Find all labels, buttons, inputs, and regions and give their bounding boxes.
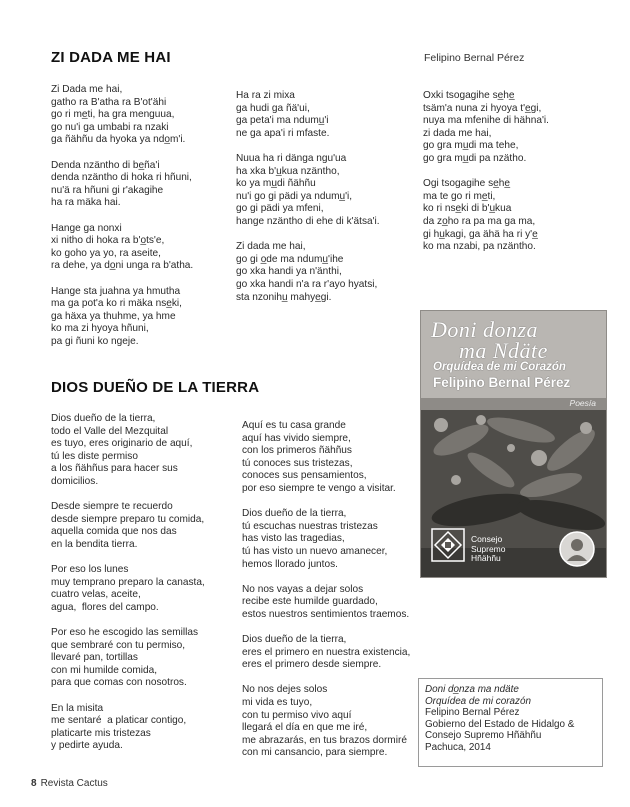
- stanza: [242, 420, 410, 496]
- poem-line: muy temprano preparo la canasta,: [51, 576, 205, 588]
- poem-line: ko ri nse̲ki di b'u̲kua: [423, 203, 512, 215]
- poem-line: Denda nzäntho di be̲ña'i: [51, 159, 160, 171]
- magazine-name: Revista Cactus: [40, 778, 108, 789]
- poem-line: todo el Valle del Mezquital: [51, 425, 169, 437]
- poem-line: mi vida es tuyo,: [242, 697, 313, 709]
- poem-line: En la misita: [51, 702, 104, 714]
- poem2-column-2: [242, 420, 410, 760]
- book-caption: [418, 678, 603, 767]
- poem-line: Zi Dada me hai,: [51, 84, 123, 95]
- poem-line: Dios dueño de la tierra,: [51, 413, 156, 424]
- poem-line: desde siempre preparo tu comida,: [51, 513, 205, 525]
- book-cover: [420, 310, 607, 578]
- stanza: [236, 241, 380, 304]
- poem-line: go ri me̲ti, ha gra menguua,: [51, 109, 175, 121]
- cover-title: [431, 319, 601, 361]
- poem1-author: Felipino Bernal Pérez: [424, 52, 525, 64]
- poem-line: sta nzonihu̲ mahye̲gi.: [236, 291, 332, 303]
- poem-line: ko ma nzabi, pa nzäntho.: [423, 241, 536, 253]
- poem-line: para que comas con nosotros.: [51, 677, 187, 689]
- poem-line: ga hudi ga ñä'ui,: [236, 102, 310, 114]
- poem-line: con mi humilde comida,: [51, 664, 158, 676]
- stanza: [51, 84, 193, 147]
- poem-line: con los primeros ñähñus: [242, 445, 352, 457]
- poem-line: ra dehe, ya do̲ni unga ra b'atha.: [51, 260, 194, 272]
- poem-line: me abrazarás, en tus brazos dormiré: [242, 734, 407, 746]
- cover-seal-icon: [557, 529, 597, 569]
- poem-line: ko ya mu̲di ñähñu: [236, 178, 316, 190]
- poem-line: go xka handi ya n'änthi,: [236, 266, 342, 278]
- poem1-column-2: [236, 90, 380, 304]
- poem-line: ma te go ri me̲ti,: [423, 190, 496, 202]
- stanza: [423, 178, 549, 254]
- stanza: [242, 684, 410, 760]
- poem-line: ga peta'i ma ndumu̲'i: [236, 115, 329, 127]
- poem-line: ko goho ya yo, ra aseite,: [51, 247, 161, 259]
- poem-line: tsäm'a nuna zi hyoya t'e̲gi,: [423, 102, 542, 114]
- poem-line: go xka handi n'a ra r'ayo hyatsi,: [236, 278, 378, 290]
- poem-line: go gra mu̲di pa nzätho.: [423, 152, 527, 164]
- poem-line: da zo̲ho ra pa ma ga ma,: [423, 215, 536, 227]
- poem-line: estos nuestros sentimientos traemos.: [242, 608, 410, 620]
- stanza: [51, 223, 193, 273]
- stanza: [236, 90, 380, 140]
- poem-line: denda nzäntho di hoka ri hñuni,: [51, 172, 192, 184]
- poem-line: aquí has vivido siempre,: [242, 432, 351, 444]
- poem-line: go nu'i ga umbabi ra nzaki: [51, 121, 169, 133]
- poem1-column-1: [51, 84, 193, 348]
- poem-line: Desde siempre te recuerdo: [51, 501, 173, 513]
- stanza: [51, 564, 205, 614]
- poem-line: es tuyo, eres originario de aquí,: [51, 438, 193, 450]
- cover-title-line-2: ma Ndäte: [459, 338, 548, 363]
- poem-line: ko ma zi hyoya hñuni,: [51, 323, 149, 335]
- stanza: [51, 413, 205, 489]
- poem1-column-3: [423, 90, 549, 254]
- poem2-column-1: [51, 413, 205, 753]
- page-number: 8: [31, 778, 37, 789]
- poem-line: go gi pädi ya mfeni,: [236, 203, 324, 215]
- caption-publisher-2: Consejo Supremo Hñähñu: [425, 730, 542, 742]
- poem-line: Hange sta juahna ya hmutha: [51, 285, 181, 297]
- poem-line: Dios dueño de la tierra,: [242, 634, 347, 646]
- stanza: [51, 160, 193, 210]
- poem-line: ga häxa ya thuhme, ya hme: [51, 310, 176, 322]
- poem-line: tú les diste permiso: [51, 450, 138, 462]
- consejo-supremo-logo-icon: [431, 528, 465, 562]
- poem-line: go gra mu̲di ma tehe,: [423, 140, 519, 152]
- poem-line: por eso siempre te vengo a visitar.: [242, 482, 396, 494]
- poem1-title: ZI DADA ME HAI: [51, 49, 171, 66]
- poem-line: No nos dejes solos: [242, 684, 328, 696]
- poem-line: llegará el día en que me iré,: [242, 722, 368, 734]
- poem-line: eres el primero en nuestra existencia,: [242, 646, 411, 658]
- poem-line: me sentaré a platicar contigo,: [51, 715, 187, 727]
- poem-line: gi hu̲kagi, ga ähä ha ri y'e̲: [423, 228, 538, 240]
- cover-author: Felipino Bernal Pérez: [433, 375, 571, 390]
- stanza: [51, 286, 193, 349]
- poem-line: gatho ra B'atha ra B'ot'ähi: [51, 96, 167, 108]
- poem2-title: DIOS DUEÑO DE LA TIERRA: [51, 379, 260, 396]
- cover-logo-text: Consejo Supremo Hñähñu: [471, 534, 506, 563]
- caption-publisher: Gobierno del Estado de Hidalgo &: [425, 718, 575, 730]
- poem-line: recibe este humilde guardado,: [242, 596, 378, 608]
- poem-line: tú has visto un nuevo amanecer,: [242, 545, 388, 557]
- poem-line: Nuua ha ri dänga ngu'ua: [236, 152, 347, 164]
- poem-line: zi dada me hai,: [423, 127, 492, 139]
- poem-line: Ha ra zi mixa: [236, 90, 295, 101]
- poem-line: No nos vayas a dejar solos: [242, 583, 364, 595]
- poem-line: en la bendita tierra.: [51, 538, 138, 550]
- poem-line: ma ga pot'a ko ri mäka nse̲ki,: [51, 298, 182, 310]
- poem-line: nu'i go gi pädi ya ndumu̲'i,: [236, 190, 353, 202]
- stanza: [242, 508, 410, 571]
- stanza: [242, 634, 410, 672]
- stanza: [423, 90, 549, 166]
- poem-line: ga ñähñu da hyoka ya ndo̲m'i.: [51, 134, 186, 146]
- poem-line: xi nitho di hoka ra b'o̲ts'e,: [51, 235, 165, 247]
- poem-line: aquella comida que nos das: [51, 526, 177, 538]
- poem-line: go gi o̲de ma ndumu̲'ihe: [236, 253, 344, 265]
- cover-genre-band: [421, 398, 606, 410]
- poem-line: Dios dueño de la tierra,: [242, 508, 347, 520]
- cover-genre: Poesía: [569, 398, 596, 408]
- stanza: [51, 501, 205, 551]
- poem-line: Por eso he escogido las semillas: [51, 627, 198, 639]
- page-footer: [31, 778, 108, 789]
- poem-line: eres el primero desde siempre.: [242, 659, 382, 671]
- poem-line: hange nzäntho di ehe di k'ätsa'i.: [236, 215, 380, 227]
- caption-subtitle: Orquídea de mi corazón: [425, 695, 531, 707]
- stanza: [236, 153, 380, 229]
- poem-line: Oxki tsogagihe se̲he̲: [423, 90, 515, 101]
- poem-line: Ogi tsogagihe se̲he̲: [423, 178, 510, 190]
- poem-line: ha ra mäka hai.: [51, 197, 121, 209]
- poem-line: platicarte mis tristezas: [51, 727, 151, 739]
- poem-line: Por eso los lunes: [51, 564, 129, 576]
- poem-line: has visto las tragedias,: [242, 533, 345, 545]
- poem-line: agua, flores del campo.: [51, 601, 159, 613]
- stanza: [242, 584, 410, 622]
- poem-line: conoces sus pensamientos,: [242, 470, 367, 482]
- cover-title-line-1: Doni donza: [431, 317, 539, 342]
- poem-line: domicilios.: [51, 475, 99, 487]
- caption-title: Doni do̲nza ma ndäte: [425, 684, 519, 695]
- poem-line: y pedirte ayuda.: [51, 740, 123, 752]
- poem-line: a los ñähñus para hacer sus: [51, 463, 178, 475]
- poem-line: que sembraré con tu permiso,: [51, 639, 186, 651]
- poem-line: pa gi ñuni ko ngeje.: [51, 335, 139, 347]
- poem-line: ne ga apa'i ri mfaste.: [236, 127, 330, 139]
- poem-line: nuya ma mfenihe di hähna'i.: [423, 115, 549, 127]
- poem-line: Aquí es tu casa grande: [242, 420, 346, 431]
- poem-line: llevaré pan, tortillas: [51, 652, 138, 664]
- cover-subtitle: Orquídea de mi Corazón: [433, 361, 566, 373]
- poem-line: Hange ga nonxi: [51, 222, 122, 234]
- poem-line: tú escuchas nuestras tristezas: [242, 520, 378, 532]
- poem-line: hemos llorado juntos.: [242, 558, 338, 570]
- poem-line: cuatro velas, aceite,: [51, 589, 141, 601]
- poem-line: nu'ä ra hñuni gi r'akagihe: [51, 184, 164, 196]
- stanza: [51, 627, 205, 690]
- poem-line: Zi dada me hai,: [236, 241, 306, 253]
- poem-line: con mi cansancio, para siempre.: [242, 747, 388, 759]
- stanza: [51, 703, 205, 753]
- poem-line: con tu permiso vivo aquí: [242, 709, 352, 721]
- caption-place-year: Pachuca, 2014: [425, 741, 491, 753]
- poem-line: ha xka b'u̲kua nzäntho,: [236, 165, 340, 177]
- caption-author: Felipino Bernal Pérez: [425, 707, 520, 719]
- poem-line: tú conoces sus tristezas,: [242, 457, 353, 469]
